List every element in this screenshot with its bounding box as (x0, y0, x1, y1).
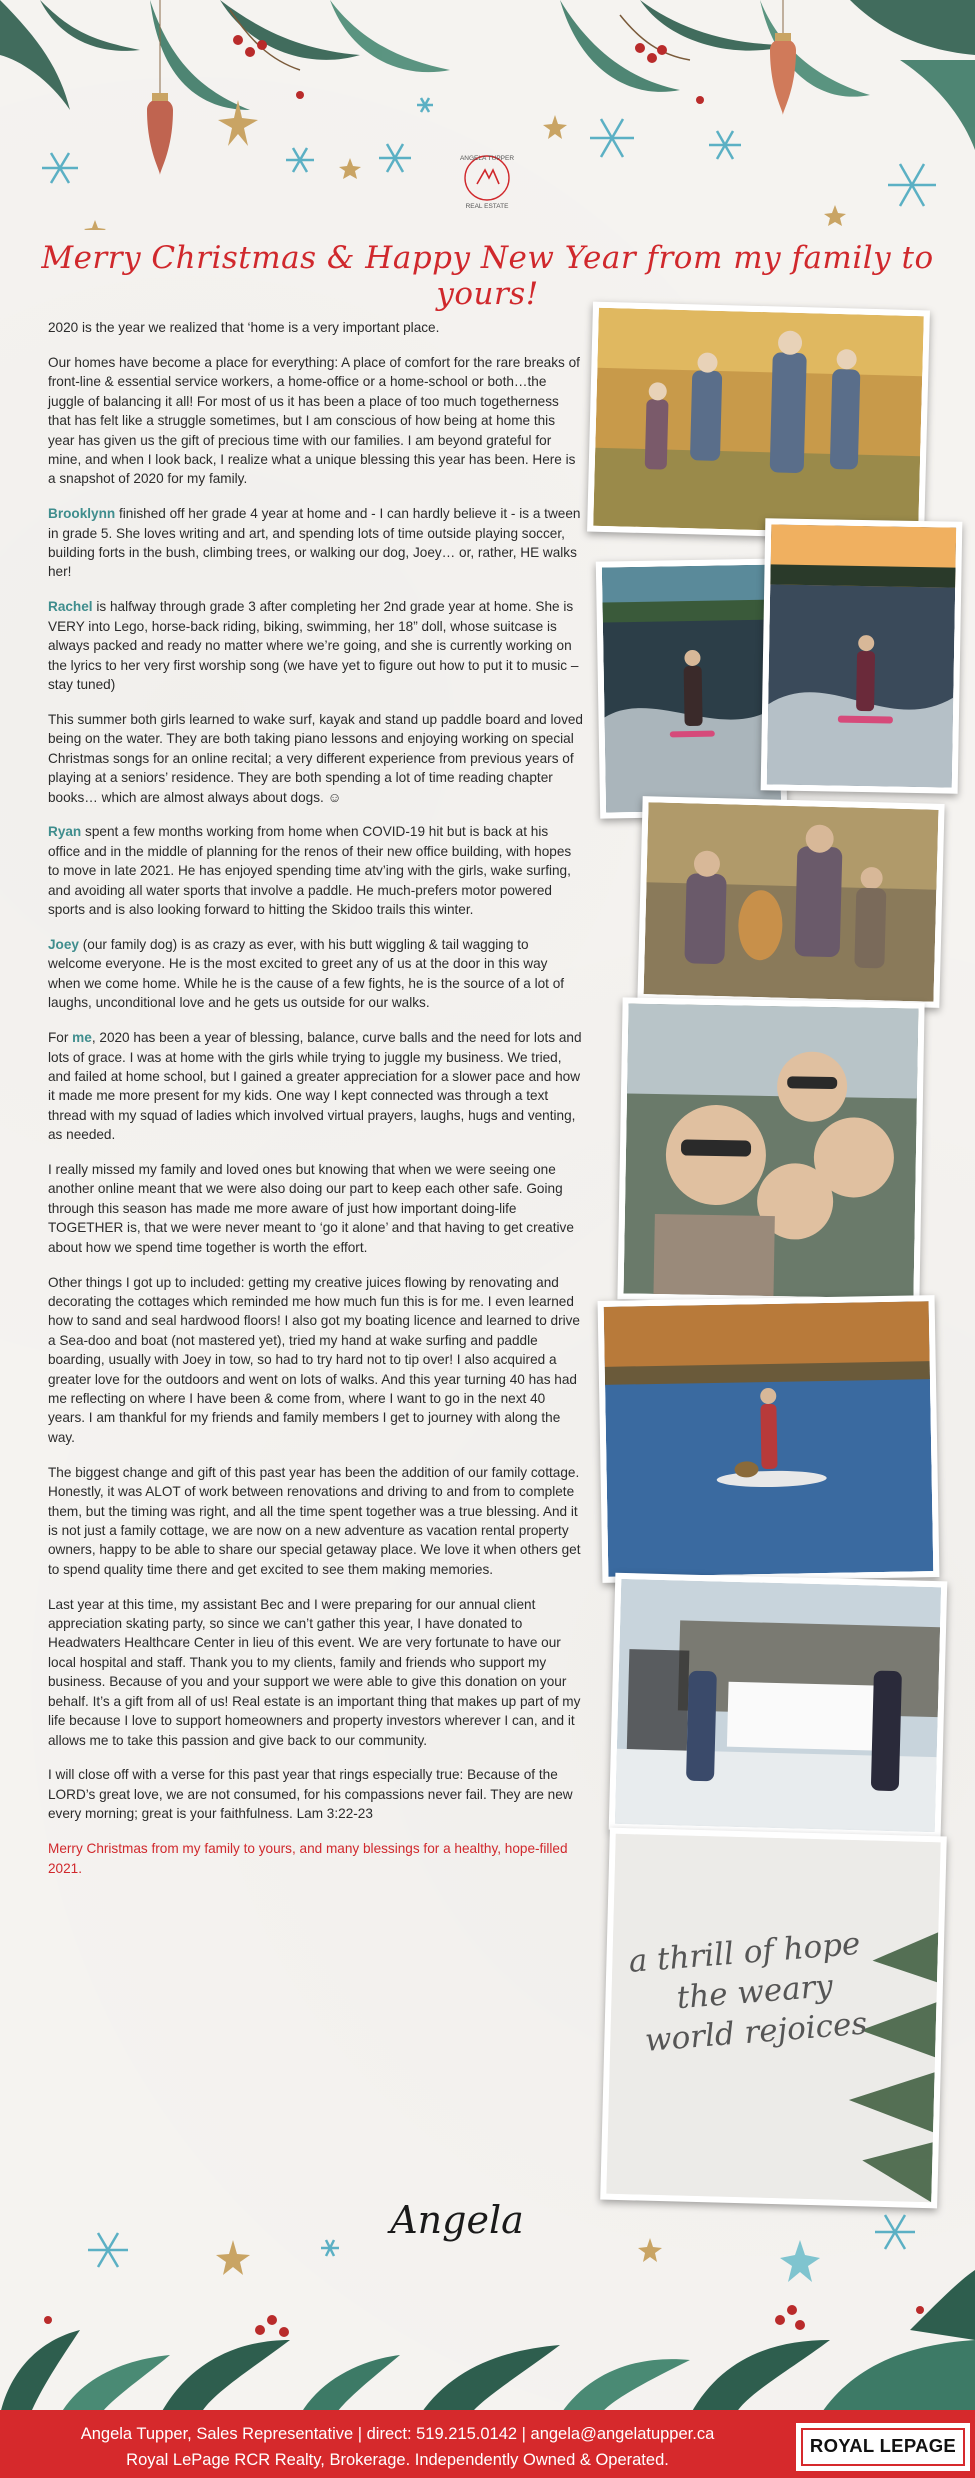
paragraph-home: Our homes have become a place for everything: A place of comfort for the rare breaks of front-line & essential service workers, a home-office or a home-school or both…the juggle of balancing it all! For most of us it has been a place of too much togetherness that has felt like a struggle sometimes, but I am conscious of how being at home this year has given us the gift of precious time with our families. I am beyond grateful for mine, and when I look back, I realize what a unique blessing this year has been. Here is a snapshot of 2020 for my family. (48, 354, 580, 487)
footer-contact-line: Angela Tupper, Sales Representative | direct: 519.215.0142 | angela@angelatupper.ca (80, 2425, 715, 2443)
footer-brokerage-line: Royal LePage RCR Realty, Brokerage. Independently Owned & Operated. (126, 2451, 669, 2469)
paragraph-cottage: The biggest change and gift of this past year has been the addition of our family cottage. Honestly, it was ALOT of work between renovations and driving to and from to complete them, but the timing was right, and all the time spent together was a true blessing. And it is not just a family cottage, we are now on a new adventure as vacation rental property owners, happy to be able to share our special getaway place. We love it when others get to spend quality time there and get excited to see them making memories. (48, 1464, 581, 1577)
banner-script-text (627, 1923, 876, 2061)
logo-bottom-text: REAL ESTATE (465, 203, 509, 210)
photo-donation-cheque (609, 1573, 948, 1839)
photo-wake-surf-2 (761, 518, 963, 793)
photo-family-dog (637, 796, 944, 1008)
name-me: me (72, 1030, 92, 1046)
paragraph-ryan (48, 822, 583, 919)
paragraph-donation: Last year at this time, my assistant Bec and I were preparing for our annual client appreciation skating party, so since we can’t gather this year, I have donated to Headwaters Healthcare Center in lieu of this event. We are very fortunate to have our local hospital and staff. Thank you to my clients, family and friends who support my business. Because of you and your support we were able to give this donation on your behalf. It’s a gift from all of us! Real estate is an important thing that makes up part of my life because I love to support homeowners and property investors wherever I can, and it allows me to take this passion and give back to our community. (48, 1596, 581, 1748)
paragraph-verse: I will close off with a verse for this past year that rings especially true: Because of the LORD’s great love, we are not consumed, for his compassions never fail. They are new every morning; great is your faithfulness. Lam 3:22-23 (48, 1767, 573, 1822)
joey-text: (our family dog) is as crazy as ever, with his butt wiggling & tail wagging to welcome everyone. He is the most excited to greet any of us at the door in this way when we come home. While he is the cause of a few fights, he is the source of a lot of laughs, unconditional love and he gets us outside for our walks. (48, 936, 565, 1011)
photo-family-selfie (617, 997, 924, 1304)
rachel-text: is halfway through grade 3 after completing her 2nd grade year at home. She is VERY into Lego, horse-back riding, biking, swimming, her 18” doll, whose suitcase is always packed and ready no matter where we’re going, and she is currently working on the lyrics to her very first worship song (we have yet to figure out how to put it to music – stay tuned) (48, 599, 579, 692)
photo-family-field (587, 302, 930, 541)
paragraph-joey (48, 935, 583, 1013)
me-prefix: For (48, 1030, 73, 1046)
photo-christmas-banner (600, 1828, 947, 2209)
greeting-headline: Merry Christmas & Happy New Year from my family to yours! (41, 240, 934, 312)
brooklynn-text: finished off her grade 4 year at home and - I can hardly believe it - is a tween in grade 5. She loves writing and art, and spending lots of time outside playing soccer, building forts in the bush, climbing trees, or walking our dog, Joey… or, rather, HE walks her! (48, 506, 581, 580)
royal-lepage-logo (796, 2423, 970, 2471)
footer-bar (0, 2410, 975, 2478)
photo-wake-surf-1 (596, 558, 787, 818)
paragraph-missed-family: I really missed my family and loved ones but knowing that when we were seeing one another online meant that we were also doing our part to keep each other safe. Going through this season has made me more aware of just how important doing-life TOGETHER is, that we were never meant to ‘go it alone’ and that having to get creative about how we spend time together is worth the effort. (48, 1162, 574, 1255)
logo-top-text: ANGELA TUPPER (459, 155, 515, 162)
paragraph-rachel (48, 597, 583, 694)
me-text: , 2020 has been a year of blessing, balance, curve balls and the need for lots and lots of grace. I was at home with the girls while trying to juggle my business. We tried, and failed at home school, but I gained a greater appreciation for a slower pace and how it made me more present for my kids. One way I kept connected was through a text thread with my squad of ladies which involved virtual prayers, laughs, hugs and venting, as needed. (48, 1030, 582, 1143)
royal-lepage-logo-text: ROYAL LEPAGE (801, 2428, 965, 2466)
ryan-text: spent a few months working from home when COVID-19 hit but is back at his office and in the middle of planning for the renos of their new office building, with hopes to move in late 2021. He has enjoyed spending time atv’ing with the girls, wake surfing, and avoiding all water sports that involve a paddle. He much-prefers motor powered sports and is also looking forward to hitting the Skidoo trails this winter. (48, 824, 572, 918)
name-joey: Joey (48, 936, 79, 952)
letter-body (48, 318, 583, 1893)
angela-tupper-logo (437, 148, 537, 212)
paragraph-brooklynn (48, 504, 583, 582)
banner-line-3: world rejoices (643, 2005, 869, 2059)
bottom-holiday-garland (0, 2170, 975, 2415)
banner-line-2: the weary (675, 1968, 835, 2017)
paragraph-me (48, 1028, 583, 1144)
banner-line-1: a thrill of hope (627, 1925, 862, 1980)
paragraph-other-things: Other things I got up to included: getting my creative juices flowing by renovating and decorating the cottages which reminded me how much fun this is for me. I even learned how to sand and seal hardwood floors! I also got my boating licence and learned to drive a Sea-doo and boat (not mastered yet), tried my hand at wake surfing and paddle boarding, usually with Joey in tow, so had to try hard not to tip over! I also acquired a greater love for the outdoors and went on lots of walks. And this year turning 40 has had me reflecting on where I have been & come from, where I want to go in the next 40 years. I am thankful for my friends and family members I get to journey with along the way. (48, 1274, 580, 1445)
paragraph-summer: This summer both girls learned to wake surf, kayak and stand up paddle board and loved being on the water. They are both taking piano lessons and enjoying working on special Christmas songs for an online recital; a very different experience from previous years of playing at a seniors’ residence. They are both spending a lot of time reading chapter books… which are almost always about dogs. ☺ (48, 711, 583, 805)
signature: Angela (390, 2198, 524, 2242)
name-rachel: Rachel (48, 599, 93, 615)
name-brooklynn: Brooklynn (48, 506, 116, 522)
photo-paddleboard (598, 1295, 940, 1583)
paragraph-intro: 2020 is the year we realized that ‘home is a very important place. (48, 320, 440, 335)
name-ryan: Ryan (48, 824, 82, 840)
closing-wish: Merry Christmas from my family to yours, and many blessings for a healthy, hope-filled 2021. (48, 1841, 568, 1876)
